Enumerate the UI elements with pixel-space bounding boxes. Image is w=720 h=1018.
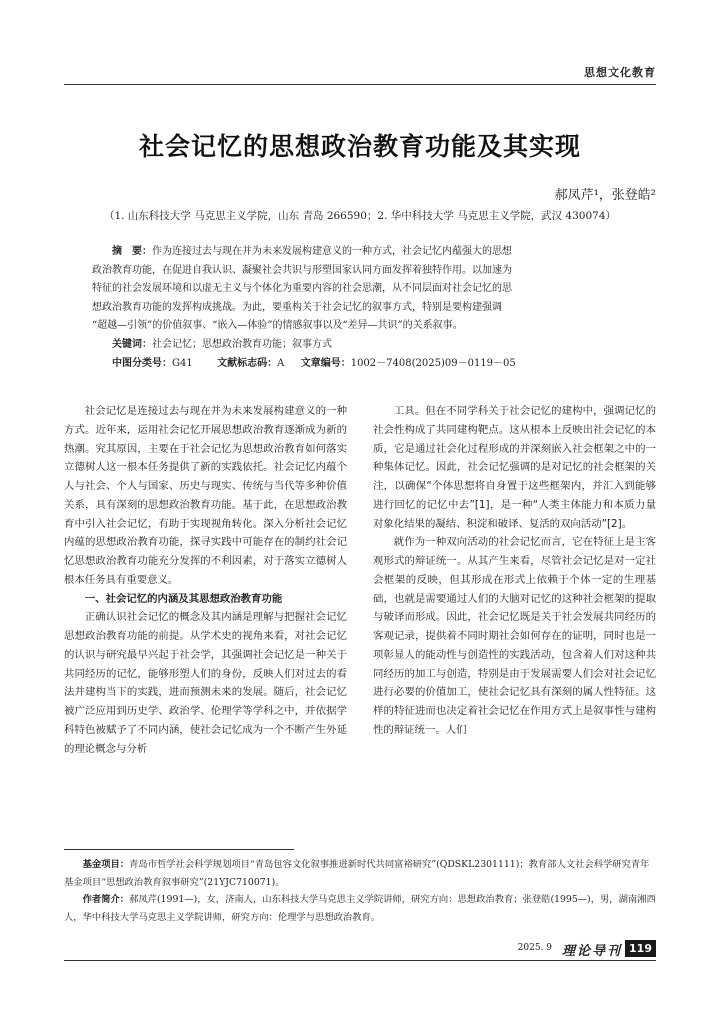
abstract-line: 想政治教育功能的发挥构成挑战。为此，要重构关于社会记忆的叙事方式，特别是要构建强调 <box>92 301 502 313</box>
page-footer <box>0 940 656 960</box>
abstract-label: 摘 要： <box>112 246 152 257</box>
header-rule <box>64 84 656 85</box>
journal-name: 理论导刊 <box>561 944 622 959</box>
keywords-label: 关键词： <box>112 338 152 350</box>
article-title: 社会记忆的思想政治教育功能及其实现 <box>138 132 581 161</box>
body-paragraph: 正确认识社会记忆的概念及其内涵是理解与把握社会记忆思想政治教育功能的前提。从学术史的视角来看，对社会记忆的认识与研究最早兴起于社会学，其强调社会记忆是一种关于共同经历的记忆，能够形塑人们的身份，反映人们对过去的看法并建构当下的实践，进而预测未来的发展。随后，社会记忆被广泛应用到历史学、政治学、伦理学等学科之中，并依据学科特色被赋予了不同内涵，使社会记忆成为一个不断产生外延的理论概念与分析 <box>64 611 347 755</box>
footnote-rule <box>64 849 294 850</box>
abstract <box>92 243 632 373</box>
keywords: 关键词：社会记忆；思想政治教育功能；叙事方式 <box>112 338 332 350</box>
affiliations: （1. 山东科技大学 马克思主义学院，山东 青岛 266590；2. 华中科技大学 马克思主义学院，武汉 430074） <box>103 210 617 222</box>
running-header: 思想文化教育 <box>584 66 656 79</box>
classification: 中图分类号：G41 文献标志码：A 文章编号：1002－7408(2025)09－0119－05 <box>112 357 516 369</box>
footnotes <box>64 856 656 926</box>
abstract-line: “超越—引领”的价值叙事、“嵌入—体验”的情感叙事以及“差异—共识”的关系叙事。 <box>92 320 463 332</box>
page-number: 119 <box>625 940 656 957</box>
body-paragraph: 社会记忆是连接过去与现在并为未来发展构建意义的一种方式。近年来，运用社会记忆开展思想政治教育逐渐成为新的热潮。究其原因，主要在于社会记忆为思想政治教育如何落实立德树人这一根本任务提供了新的实践依托。社会记忆内蕴个人与社会、个人与国家、历史与现实、传统与当代等多种价值关系，具有深刻的思想政治教育功能。基于此，在思想政治教育中引入社会记忆，有助于实现视角转化。深入分析社会记忆内蕴的思想政治教育功能，探寻实践中可能存在的制约社会记忆思想政治教育功能充分发挥的不利因素，对于落实立德树人根本任务具有重要意义。 <box>64 405 347 586</box>
body-paragraph: 工具。但在不同学科关于社会记忆的建构中，强调记忆的社会性构成了共同建构靶点。这从根本上反映出社会记忆的本质，它是通过社会化过程形成的并深刻嵌入社会框架之中的一种集体记忆。因此，社会记忆强调的是对记忆的社会框架的关注，以确保“个体思想将自身置于这些框架内，并汇入到能够进行回忆的记忆中去”[1]，是一种“人类主体能力和本质力量对象化结果的凝结、积淀和破译、复活的双向活动”[2]。 <box>373 405 656 530</box>
section-heading: 一、社会记忆的内涵及其思想政治教育功能 <box>84 592 283 605</box>
footer-rule <box>64 960 656 961</box>
article-number: 1002－7408(2025)09－0119－05 <box>350 357 516 369</box>
doc-code: A <box>277 357 285 369</box>
right-column <box>373 402 656 740</box>
authors: 郝凤芹¹，张登皓² <box>554 188 656 203</box>
abstract-line: 政治教育功能，在促进自我认识、凝聚社会共识与形塑国家认同方面发挥着独特作用。以加速为 <box>92 264 512 276</box>
left-column <box>64 402 347 758</box>
issue-number: 2025. 9 <box>517 943 552 953</box>
abstract-line: 特征的社会发展环境和以虚无主义与个体化为重要内容的社会思潮，从不同层面对社会记忆的思 <box>92 283 512 295</box>
funding-note: 基金项目：青岛市哲学社会科学规划项目“青岛包容文化叙事推进新时代共同富裕研究”(QDSKL2301111)；教育部人文社会科学研究青年基金项目“思想政治教育叙事研究”(21YJC710071)。 <box>64 859 650 888</box>
clc-code: G41 <box>172 357 193 369</box>
author-bio: 作者简介：郝凤芹(1991—)，女，济南人，山东科技大学马克思主义学院讲师，研究方向：思想政治教育；张登皓(1995—)，男，湖南湘西人，华中科技大学马克思主义学院讲师，研究方向：伦理学与思想政治教育。 <box>64 894 656 923</box>
body-paragraph: 就作为一种双向活动的社会记忆而言，它在特征上是主客观形式的辩证统一。从其产生来看，尽管社会记忆是对一定社会框架的反映，但其形成在形式上依赖于个体一定的生理基础，也就是需要通过人们的大脑对记忆的这种社会框架的提取与破译而形成。因此，社会记忆既是关于社会发展共同经历的客观记录，提供着不同时期社会如何存在的证明，同时也是一项彰显人的能动性与创造性的实践活动，包含着人们对这种共同经历的加工与创造，特别是由于发展需要人们会对社会记忆进行必要的价值加工，使社会记忆具有深刻的属人性特征。这样的特征进而也决定着社会记忆在作用方式上是叙事性与建构性的辩证统一。人们 <box>373 536 656 736</box>
abstract-line: 摘 要：作为连接过去与现在并为未来发展构建意义的一种方式，社会记忆内蕴强大的思想 <box>112 246 512 257</box>
